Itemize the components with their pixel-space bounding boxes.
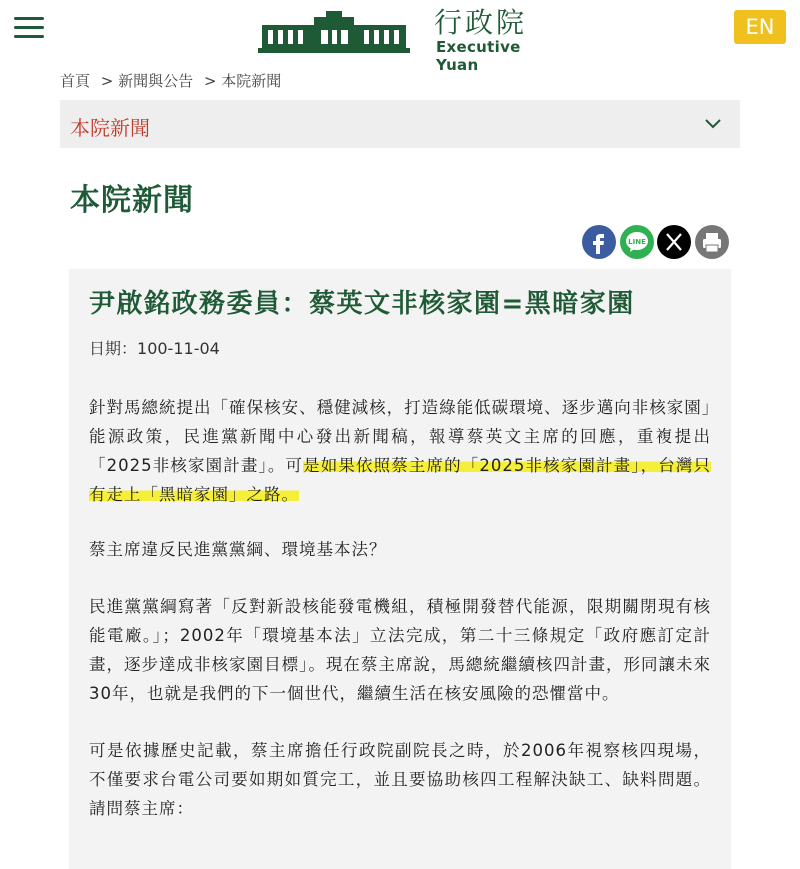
news-article xyxy=(69,269,731,869)
executive-yuan-logo[interactable] xyxy=(256,6,556,74)
logo-chinese-name: 行政院 xyxy=(434,6,528,39)
section-dropdown-value: 本院新聞 xyxy=(70,116,150,140)
page-title: 本院新聞 xyxy=(70,183,194,218)
svg-text:LINE: LINE xyxy=(628,238,646,246)
facebook-icon xyxy=(582,225,616,259)
building-logo-icon xyxy=(258,11,410,53)
breadcrumb xyxy=(60,70,287,91)
article-paragraph-1: 針對馬總統提出「確保核安、穩健減核，打造綠能低碳環境、逐步邁向非核家園」能源政策，民進黨新聞中心發出新聞稿，報導蔡英文主席的回應，重複提出「2025非核家園計畫」。可是如果依照蔡主席的「2025非核家園計畫」，台灣只有走上「黑暗家園」之路。 xyxy=(89,398,711,504)
article-title: 尹啟銘政務委員：蔡英文非核家園=黑暗家園 xyxy=(89,289,635,319)
article-paragraph-3: 民進黨黨綱寫著「反對新設核能發電機組，積極開發替代能源，限期關閉現有核能電廠。」；2002年「環境基本法」立法完成，第二十三條規定「政府應訂定計畫，逐步達成非核家園目標」。現在蔡主席說，馬總統繼續核四計畫，形同讓未來30年，也就是我們的下一個世代，繼續生活在核安風險的恐懼當中。 xyxy=(89,597,711,703)
line-share-button[interactable] xyxy=(620,225,654,259)
article-paragraph-2: 蔡主席違反民進黨黨綱、環境基本法？ xyxy=(89,540,387,559)
article-paragraph-4: 可是依據歷史記載，蔡主席擔任行政院副院長之時，於2006年視察核四現場，不僅要求台電公司要如期如質完工，並且要協助核四工程解決缺工、缺料問題。請問蔡主席： xyxy=(89,741,711,818)
english-language-button[interactable]: EN xyxy=(734,10,786,44)
date-value: 100-11-04 xyxy=(137,339,220,358)
x-icon xyxy=(657,225,691,259)
line-icon xyxy=(620,225,654,259)
article-date xyxy=(89,336,220,359)
site-header xyxy=(0,0,800,74)
breadcrumb-news-announcements[interactable]: > 新聞與公告 xyxy=(100,72,194,90)
chevron-down-icon xyxy=(704,114,722,132)
breadcrumb-current-news[interactable]: > 本院新聞 xyxy=(203,72,282,90)
date-label: 日期： xyxy=(89,339,138,358)
highlighted-text: 是如果依照蔡主席的「2025非核家園計畫」，台灣只有走上「黑暗家園」之路。 xyxy=(89,456,711,504)
section-dropdown[interactable] xyxy=(60,100,740,148)
x-share-button[interactable] xyxy=(657,225,691,259)
facebook-share-button[interactable] xyxy=(582,225,616,259)
print-icon xyxy=(695,225,729,259)
print-button[interactable] xyxy=(695,225,729,259)
breadcrumb-home[interactable]: 首頁 xyxy=(60,72,91,90)
hamburger-menu-icon[interactable] xyxy=(14,15,44,41)
logo-english-name: Executive Yuan xyxy=(436,38,521,74)
